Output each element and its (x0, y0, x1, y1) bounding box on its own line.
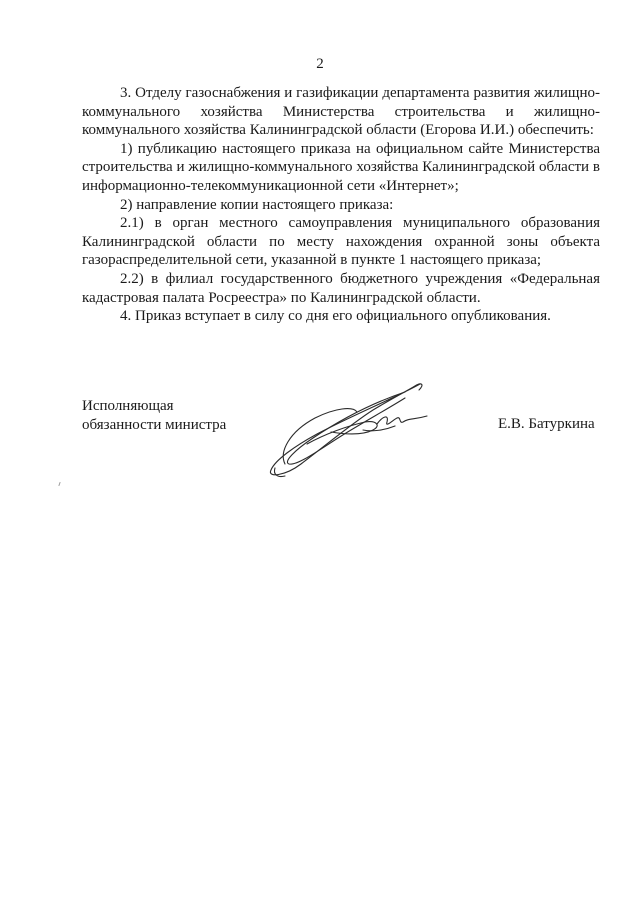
paragraph-3-2-2: 2.2) в филиал государственного бюджетного учреждения «Федеральная кадастровая палата Росреестра» по Калининградской области. (82, 270, 600, 306)
scan-speck (58, 482, 60, 486)
document-body (82, 84, 600, 326)
paragraph-3-2-1: 2.1) в орган местного самоуправления муниципального образования Калининградской области по месту нахождения охранной зоны объекта газораспределительной сети, указанной в пункте 1 настоящего приказа; (82, 215, 600, 269)
handwritten-signature (255, 372, 435, 482)
signatory-position-line1: Исполняющая (82, 398, 174, 414)
signatory-position (82, 397, 226, 434)
paragraph-3-2: 2) направление копии настоящего приказа: (120, 196, 394, 213)
paragraph-4: 4. Приказ вступает в силу со дня его официального опубликования. (120, 308, 551, 325)
page-number: 2 (316, 56, 324, 72)
paragraph-3: 3. Отделу газоснабжения и газификации департамента развития жилищно-коммунального хозяйства Министерства строительства и жилищно-коммунального хозяйства Калининградской области (Егорова И.И.) обеспечить: (82, 85, 600, 139)
signatory-position-line2: обязанности министра (82, 416, 227, 433)
paragraph-3-1: 1) публикацию настоящего приказа на официальном сайте Министерства строительства и жилищно-коммунального хозяйства Калининградской области в информационно-телекоммуникационной сети «Интернет»; (82, 140, 600, 194)
signatory-name: Е.В. Батуркина (498, 416, 595, 432)
